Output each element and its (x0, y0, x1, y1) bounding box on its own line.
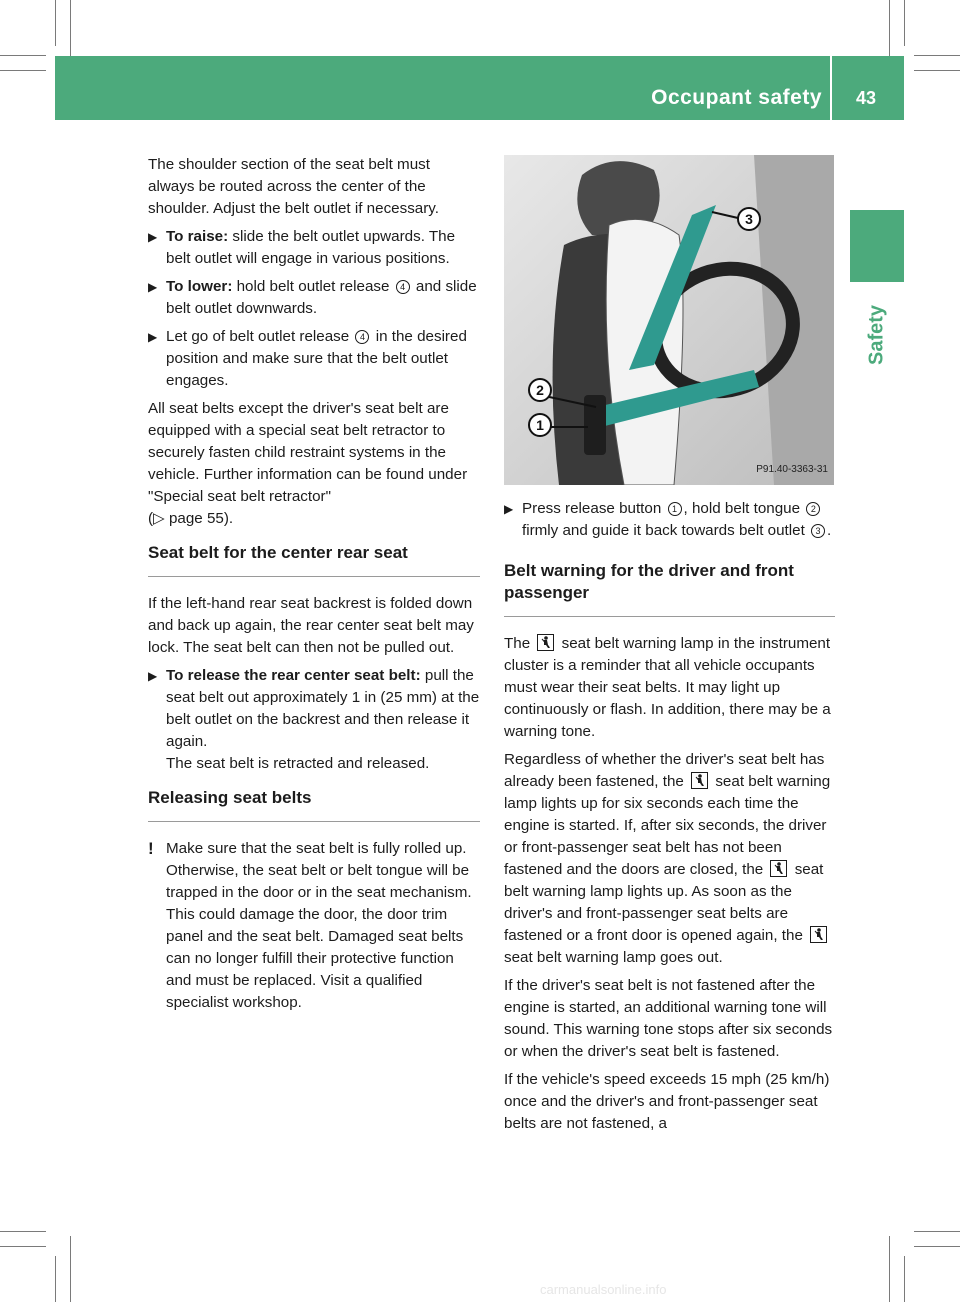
side-tab-block (850, 210, 904, 282)
seatbelt-warning-icon (810, 926, 827, 943)
crop-mark (55, 0, 56, 46)
releasing-heading: Releasing seat belts (148, 788, 312, 807)
callout-1: 1 (536, 417, 544, 433)
heading-rule (504, 616, 835, 617)
crop-mark (914, 70, 960, 71)
center-release-step: ▶ To release the rear center seat belt: pull the seat belt out approximately 1 in (25 mm) at the belt outlet on the backrest and then release it again. The seat belt is retracted and released. (148, 667, 480, 772)
header-separator (830, 56, 832, 120)
step-arrow-icon: ▶ (148, 280, 158, 294)
heading-rule (148, 576, 480, 577)
speed-paragraph: If the vehicle's speed exceeds 15 mph (25 km/h) once and the driver's and front-passenger seat belts are not fastened, a (504, 1071, 830, 1132)
step-arrow-icon: ▶ (148, 330, 158, 344)
callout-ref: 3 (811, 524, 825, 538)
belt-buckle (584, 395, 606, 455)
figure-code: P91.40-3363-31 (756, 464, 828, 475)
warning-tone-paragraph: If the driver's seat belt is not fastened after the engine is started, an additional warning tone will sound. This warning tone stops after six seconds or when the driver's seat belt is fastened. (504, 977, 833, 1060)
left-column (148, 154, 480, 1020)
seatbelt-warning-icon (537, 634, 554, 651)
callout-ref: 2 (806, 502, 820, 516)
center-intro-paragraph: If the left-hand rear seat backrest is folded down and back up again, the rear center seat belt may lock. The seat belt can then not be pulled out. (148, 595, 474, 656)
heading-rule (148, 821, 480, 822)
letgo-step: ▶ Let go of belt outlet release 4 in the desired position and make sure that the belt outlet engages. (148, 328, 467, 389)
crop-mark (914, 1231, 960, 1232)
belt-warning-heading: Belt warning for the driver and front passenger (504, 561, 794, 602)
page-header (55, 56, 904, 120)
page-number: 43 (855, 88, 876, 108)
callout-ref: 4 (355, 330, 369, 344)
warning-icon: ! (148, 839, 154, 858)
releasing-warning: ! Make sure that the seat belt is fully rolled up. Otherwise, the seat belt or belt tongue will be trapped in the door or in the seat mechanism. This could damage the door, the door trim panel and the seat belt. Damaged seat belts can no longer fulfill their protective function and must be replaced. Visit a qualified specialist workshop. (148, 839, 472, 1011)
crop-mark (0, 1231, 46, 1232)
warning-lamp-paragraph: The seat belt warning lamp in the instrument cluster is a reminder that all vehicle occupants must wear their seat belts. It may light up continuously or flash. In addition, there may be a warning tone. (504, 635, 831, 740)
step-arrow-icon: ▶ (504, 502, 514, 516)
retractor-paragraph: All seat belts except the driver's seat belt are equipped with a special seat belt retractor to securely fasten child restraint systems in the vehicle. Further information can be found under "Special seat belt retractor" (▷ page 55). (148, 400, 468, 527)
step-arrow-icon: ▶ (148, 230, 158, 244)
crop-mark (889, 1236, 890, 1302)
seatbelt-warning-icon (770, 860, 787, 877)
watermark: carmanualsonline.info (540, 1282, 667, 1297)
crop-mark (904, 0, 905, 46)
page-reference[interactable]: (▷ page 55). (148, 510, 234, 527)
crop-mark (0, 70, 46, 71)
raise-step: ▶ To raise: slide the belt outlet upwards. The belt outlet will engage in various positions. (148, 228, 456, 267)
step-result: The seat belt is retracted and released. (166, 755, 430, 772)
crop-mark (914, 55, 960, 56)
seat-belt-illustration (504, 155, 834, 485)
center-seat-heading: Seat belt for the center rear seat (148, 543, 408, 562)
crop-mark (0, 1246, 46, 1247)
callout-ref: 1 (668, 502, 682, 516)
press-release-step: ▶ Press release button 1 , hold belt tongue 2 firmly and guide it back towards belt outlet 3 . (504, 500, 832, 539)
regardless-paragraph: Regardless of whether the driver's seat belt has already been fastened, the seat belt warning lamp lights up for six seconds each time the engine is started. If, after six seconds, the driver or front-passenger seat belt has not been fastened and the doors are closed, the seat belt warning lamp lights up. As soon as the driver's and front-passenger seat belts are fastened or a front door is opened again, the seat belt warning lamp goes out. (504, 751, 831, 966)
crop-mark (904, 1256, 905, 1302)
callout-3: 3 (745, 211, 753, 227)
intro-paragraph: The shoulder section of the seat belt must always be routed across the center of the shoulder. Adjust the belt outlet if necessary. (148, 156, 439, 217)
crop-mark (914, 1246, 960, 1247)
seatbelt-warning-icon (691, 772, 708, 789)
callout-2: 2 (536, 382, 544, 398)
crop-mark (70, 1236, 71, 1302)
callout-ref: 4 (396, 280, 410, 294)
lower-step: ▶ To lower: hold belt outlet release 4 and slide belt outlet downwards. (148, 278, 477, 317)
step-arrow-icon: ▶ (148, 669, 158, 683)
side-tab-label: Safety (865, 304, 888, 366)
section-title: Occupant safety (651, 86, 822, 109)
right-column (504, 498, 835, 1141)
crop-mark (0, 55, 46, 56)
crop-mark (55, 1256, 56, 1302)
